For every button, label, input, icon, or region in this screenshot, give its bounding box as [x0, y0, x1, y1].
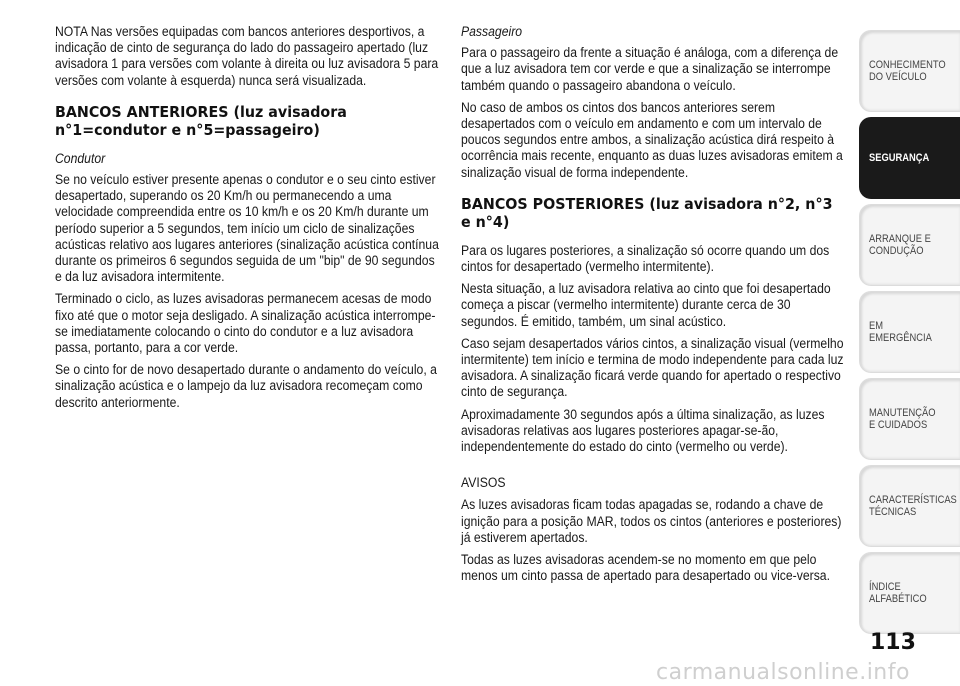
rear-paragraph-1: Para os lugares posteriores, a sinalização só ocorre quando um dos cintos for desapertado (vermelho intermitente).: [461, 242, 830, 276]
tab-indice-alfabetico[interactable]: [859, 552, 960, 634]
rear-paragraph-2: Nesta situação, a luz avisadora relativa ao cinto que foi desapertado começa a piscar (vermelho intermitente) durante cerca de 30 segundos. É emitido, também, um sinal acústico.: [461, 281, 831, 330]
tab-label: EM EMERGÊNCIA: [869, 320, 932, 344]
rear-seats-heading: BANCOS POSTERIORES (luz avisadora n°2, n°3 e n°4): [461, 194, 833, 231]
tab-label: CARACTERÍSTICAS TÉCNICAS: [869, 494, 957, 518]
left-column: [55, 24, 440, 417]
note-paragraph: NOTA Nas versões equipadas com bancos anteriores desportivos, a indicação de cinto de segurança do lado do passageiro apertado (luz avisadora 1 para versões com volante à direita ou luz avisadora 5 para versões com volante à esquerda) nunca será visualizada.: [55, 24, 439, 89]
driver-subheading: Condutor: [55, 150, 106, 167]
driver-paragraph-3: Se o cinto for de novo desapertado durante o andamento do veículo, a sinalização acústica e o lampejo da luz avisadora recomeçam como descrito anteriormente.: [55, 362, 437, 411]
tab-arranque-e-conducao[interactable]: [859, 204, 960, 286]
watermark: carmanualsonline.info: [656, 660, 910, 685]
right-column: [461, 24, 846, 590]
driver-paragraph-1: Se no veículo estiver presente apenas o condutor e o seu cinto estiver desapertado, superando os 20 Km/h ou permanecendo a uma velocidade compreendida entre os 10 km/h e os 20 Km/h durante um período superior a 5 segundos, tem início um ciclo de sinalizações acústicas relativo aos lugares anteriores (sinalização acústica contínua durante os primeiros 6 segundos seguida de um "bip" de 90 segundos e da luz avisadora intermitente.: [55, 172, 439, 286]
passenger-paragraph-2: No caso de ambos os cintos dos bancos anteriores serem desapertados com o veículo em andamento e com um intervalo de poucos segundos entre ambos, a sinalização acústica dirá respeito à ocorrência mais recente, enquanto as duas luzes avisadoras emitem a sinalização visual de forma independente.: [461, 99, 843, 181]
tab-conhecimento-do-veiculo[interactable]: [859, 30, 960, 112]
warnings-label: AVISOS: [461, 475, 506, 492]
page-number: 113: [870, 630, 916, 655]
tab-label: CONHECIMENTO DO VEÍCULO: [869, 59, 946, 83]
rear-paragraph-3: Caso sejam desapertados vários cintos, a sinalização visual (vermelho intermitente) tem início e termina de modo independente para cada luz avisadora. A sinalização ficará verde quando for apertado o respectivo cinto de segurança.: [461, 335, 844, 401]
passenger-paragraph-1: Para o passageiro da frente a situação é análoga, com a diferença de que a luz avisadora tem cor verde e que a sinalização se interrompe também quando o passageiro abandona o veículo.: [461, 45, 839, 94]
rear-paragraph-4: Aproximadamente 30 segundos após a última sinalização, as luzes avisadoras relativas aos lugares posteriores apagar-se-ão, independentemente do estado do cinto (vermelho ou verde).: [461, 406, 825, 456]
passenger-subheading: Passageiro: [461, 24, 523, 40]
tab-seguranca[interactable]: [859, 117, 960, 199]
driver-paragraph-2: Terminado o ciclo, as luzes avisadoras permanecem acesas de modo fixo até que o motor seja desligado. A sinalização acústica interrompe-se imediatamente colocando o cinto do condutor e a luz avisadora passa, portanto, para a cor verde.: [55, 291, 436, 357]
tab-em-emergencia[interactable]: [859, 291, 960, 373]
warnings-paragraph-2: Todas as luzes avisadoras acendem-se no momento em que pelo menos um cinto passa de apertado para desapertado ou vice-versa.: [461, 552, 830, 585]
tab-label: MANUTENÇÃO E CUIDADOS: [869, 407, 936, 431]
tab-label: ARRANQUE E CONDUÇÃO: [869, 233, 931, 257]
tab-label: SEGURANÇA: [869, 152, 930, 164]
tab-manutencao-e-cuidados[interactable]: [859, 378, 960, 460]
tab-label: ÍNDICE ALFABÉTICO: [869, 581, 927, 605]
section-tabs: [859, 30, 960, 639]
warnings-paragraph-1: As luzes avisadoras ficam todas apagadas se, rodando a chave de ignição para a posição MAR, todos os cintos (anteriores e posteriores) já estiverem apertados.: [461, 497, 842, 546]
front-seats-heading: BANCOS ANTERIORES (luz avisadora n°1=condutor e n°5=passageiro): [55, 102, 347, 139]
tab-caracteristicas-tecnicas[interactable]: [859, 465, 960, 547]
